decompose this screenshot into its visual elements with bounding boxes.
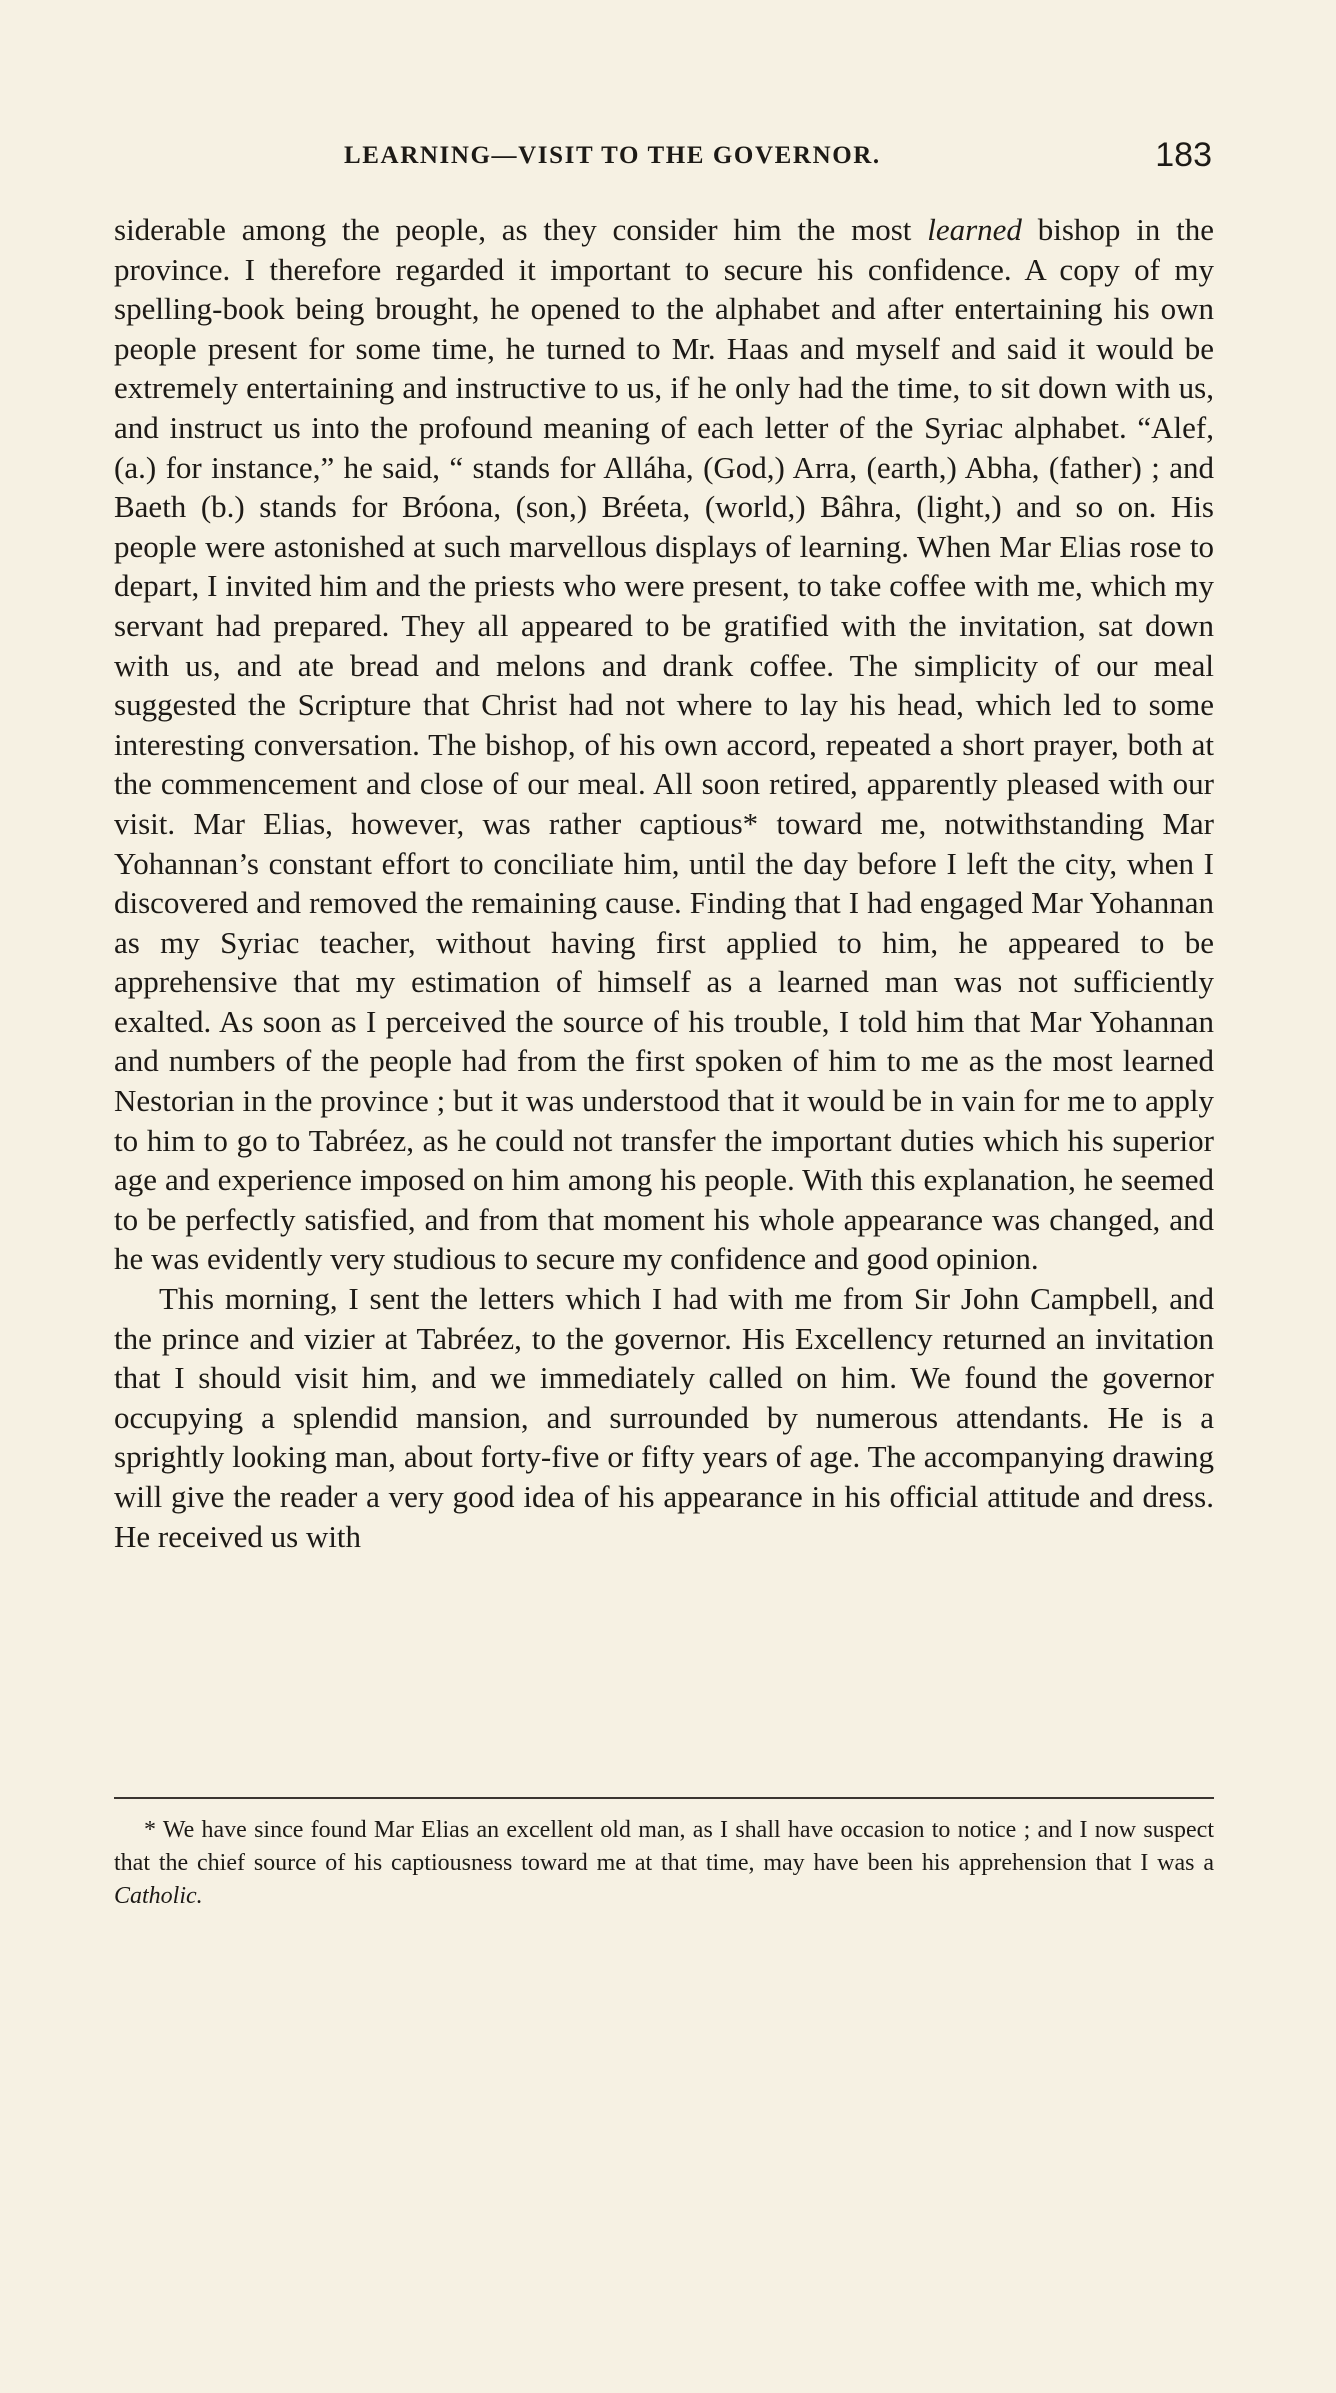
footnote-text: * We have since found Mar Elias an excellent old man, as I shall have occasion to notice ; and I now suspect that the chief source of his captiousness toward me at that time, may have been his apprehension that I was a (114, 1817, 1214, 1876)
paragraph-2: This morning, I sent the letters which I had with me from Sir John Campbell, and the prince and vizier at Tabréez, to the governor. His Excellency returned an invitation that I should visit him, and we immediately called on him. We found the governor occupying a splendid mansion, and surrounded by numerous attendants. He is a sprightly looking man, about forty-five or fifty years of age. The accompanying drawing will give the reader a very good idea of his appearance in his official attitude and dress. He received us with (114, 1281, 1214, 1554)
footnote-italic: Catholic. (114, 1883, 203, 1909)
paragraph-1-start: siderable among the people, as they consider him the most (114, 212, 928, 247)
body-text (114, 210, 1214, 1556)
paragraph-1 (114, 210, 1214, 1279)
running-title: LEARNING—VISIT TO THE GOVERNOR. (344, 142, 881, 169)
page-number: 183 (1155, 136, 1212, 174)
footnote (114, 1814, 1214, 1913)
running-header (112, 136, 1212, 176)
italic-word-learned: learned (927, 212, 1022, 247)
paragraph-1-rest: bishop in the province. I therefore regarded it important to secure his confidence. A copy of my spelling-book being brought, he opened to the alphabet and after entertaining his own people present for some time, he turned to Mr. Haas and myself and said it would be extremely entertaining and instructive to us, if he only had the time, to sit down with us, and instruct us into the profound meaning of each letter of the Syriac alphabet. “Alef, (a.) for instance,” he said, “ stands for Alláha, (God,) Arra, (earth,) Abha, (father) ; and Baeth (b.) stands for Bróona, (son,) Bréeta, (world,) Bâhra, (light,) and so on. His people were astonished at such marvellous displays of learning. When Mar Elias rose to depart, I invited him and the priests who were present, to take coffee with me, which my servant had prepared. They all appeared to be gratified with the invitation, sat down with us, and ate bread and melons and drank coffee. The simplicity of our meal suggested the Scripture that Christ had not where to lay his head, which led to some interesting conversation. The bishop, of his own accord, repeated a short prayer, both at the commencement and close of our meal. All soon retired, apparently pleased with our visit. Mar Elias, however, was rather captious* toward me, notwithstanding Mar Yohannan’s constant effort to conciliate him, until the day before I left the city, when I discovered and removed the remaining cause. Finding that I had engaged Mar Yohannan as my Syriac teacher, without having first applied to him, he appeared to be apprehensive that my estimation of himself as a learned man was not sufficiently exalted. As soon as I perceived the source of his trouble, I told him that Mar Yohannan and numbers of the people had from the first spoken of him to me as the most learned Nestorian in the province ; but it was understood that it would be in vain for me to apply to him to go to Tabréez, as he could not transfer the important duties which his superior age and experience imposed on him among his people. With this explanation, he seemed to be perfectly satisfied, and from that moment his whole appearance was changed, and he was evidently very studious to secure my confidence and good opinion. (114, 212, 1214, 1277)
footnote-rule (114, 1797, 1214, 1799)
